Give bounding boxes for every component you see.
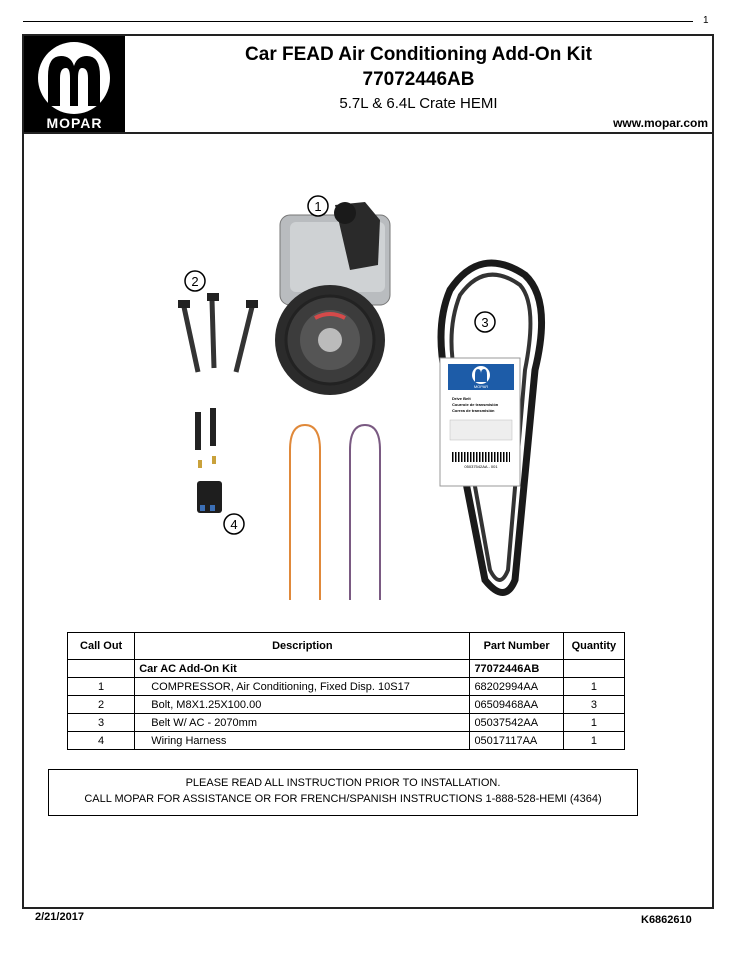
row-quantity: 1 xyxy=(563,678,624,696)
kit-part-number: 77072446AB xyxy=(362,69,475,90)
kit-part-number-cell: 77072446AB xyxy=(470,660,563,678)
row-part-number: 05017117AA xyxy=(470,732,563,750)
parts-table xyxy=(67,632,625,750)
belt-card-logo: MOPAR xyxy=(473,384,489,389)
table-row xyxy=(68,678,625,696)
table-row xyxy=(68,714,625,732)
document-id: K6862610 xyxy=(641,914,692,926)
logo-wordmark: MOPAR xyxy=(46,115,103,131)
row-call-out: 1 xyxy=(68,678,135,696)
document-date: 2/21/2017 xyxy=(35,911,84,923)
callout-2 xyxy=(185,271,205,291)
row-quantity: 1 xyxy=(563,732,624,750)
kit-components-photo xyxy=(140,150,570,620)
callout-3-label: 3 xyxy=(481,315,489,330)
row-call-out: 2 xyxy=(68,696,135,714)
callout-2-label: 2 xyxy=(191,274,199,289)
callout-1 xyxy=(308,196,328,216)
row-description: Belt W/ AC - 2070mm xyxy=(135,714,470,732)
callout-3 xyxy=(475,312,495,332)
kit-quantity xyxy=(563,660,624,678)
mopar-logo xyxy=(24,36,125,132)
installation-notice xyxy=(48,769,638,816)
row-description: COMPRESSOR, Air Conditioning, Fixed Disp. 10S17 xyxy=(135,678,470,696)
belt-card-barcode-number: 05037542AA - 001 xyxy=(464,464,498,469)
row-quantity: 3 xyxy=(563,696,624,714)
website-link[interactable]: www.mopar.com xyxy=(613,116,708,130)
notice-line-2: CALL MOPAR FOR ASSISTANCE OR FOR FRENCH/SPANISH INSTRUCTIONS 1-888-528-HEMI (4364) xyxy=(84,793,602,805)
header-quantity: Quantity xyxy=(563,633,624,660)
page-number: 1 xyxy=(703,15,709,26)
header-call-out: Call Out xyxy=(68,633,135,660)
callout-1-label: 1 xyxy=(314,199,322,214)
wiring-harness-image xyxy=(195,408,380,600)
callout-4-label: 4 xyxy=(230,517,238,532)
callout-4 xyxy=(224,514,244,534)
row-description: Wiring Harness xyxy=(135,732,470,750)
belt-card-line1: Drive Belt xyxy=(452,396,471,401)
belt-card-line2: Courroie de transmisión xyxy=(452,402,499,407)
kit-subtitle: 5.7L & 6.4L Crate HEMI xyxy=(339,95,498,112)
belt-card-line3: Correa de transmisión xyxy=(452,408,495,413)
header-description: Description xyxy=(135,633,470,660)
table-header-row xyxy=(68,633,625,660)
compressor-image xyxy=(275,202,390,395)
notice-line-1: PLEASE READ ALL INSTRUCTION PRIOR TO INSTALLATION. xyxy=(185,777,501,789)
row-quantity: 1 xyxy=(563,714,624,732)
drive-belt-image xyxy=(440,263,542,593)
kit-row xyxy=(68,660,625,678)
kit-description: Car AC Add-On Kit xyxy=(135,660,470,678)
header xyxy=(24,36,712,134)
mopar-m-icon xyxy=(24,36,125,116)
header-part-number: Part Number xyxy=(470,633,563,660)
kit-call-out xyxy=(68,660,135,678)
row-description: Bolt, M8X1.25X100.00 xyxy=(135,696,470,714)
kit-title: Car FEAD Air Conditioning Add-On Kit xyxy=(245,44,592,65)
table-row xyxy=(68,732,625,750)
row-call-out: 3 xyxy=(68,714,135,732)
table-row xyxy=(68,696,625,714)
row-part-number: 05037542AA xyxy=(470,714,563,732)
top-rule xyxy=(23,21,693,22)
row-part-number: 06509468AA xyxy=(470,696,563,714)
row-call-out: 4 xyxy=(68,732,135,750)
bolts-image xyxy=(178,293,258,372)
row-part-number: 68202994AA xyxy=(470,678,563,696)
